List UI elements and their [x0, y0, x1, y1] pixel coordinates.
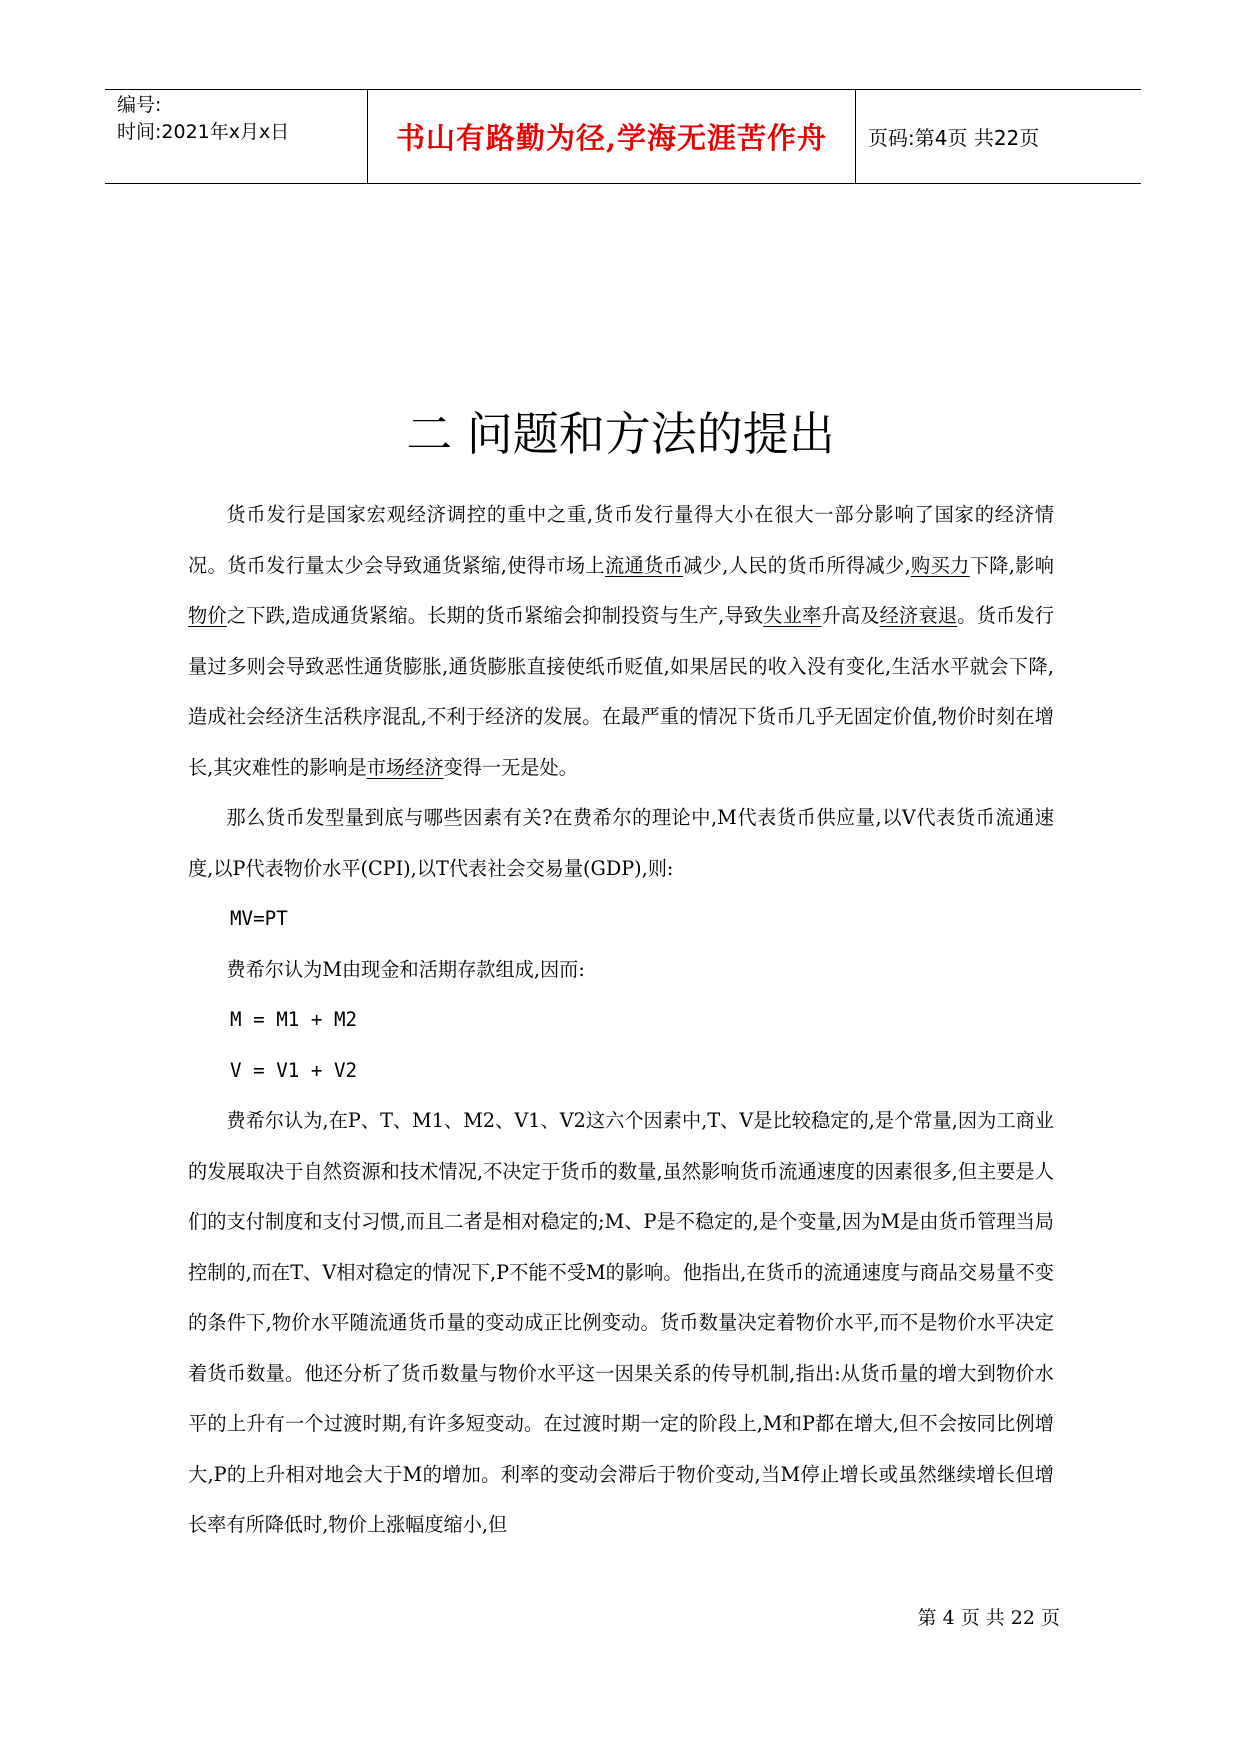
- document-body: [188, 490, 1054, 1551]
- section-title: 二 问题和方法的提出: [406, 407, 835, 461]
- paragraph-2: 那么货币发型量到底与哪些因素有关?在费希尔的理论中,M代表货币供应量,以V代表货币流通速度,以P代表物价水平(CPI),以T代表社会交易量(GDP),则:: [188, 806, 1054, 880]
- paragraph-1: [188, 490, 1054, 793]
- text-span: 减少,人民的货币所得减少,: [683, 553, 911, 577]
- text-span: 之下跌,造成通货紧缩。长期的货币紧缩会抑制投资与生产,导致: [226, 604, 764, 627]
- link-market-economy[interactable]: 市场经济: [366, 755, 444, 779]
- equation-m: M = M1 + M2: [230, 1008, 358, 1031]
- link-price[interactable]: 物价: [188, 604, 227, 627]
- text-span: 。货币发行量过多则会导致恶性通货膨胀,通货膨胀直接使纸币贬值,如果居民的收入没有变化,生活水平就会下降,造成社会经济生活秩序混乱,不利于经济的发展。在最严重的情况下货币几乎无固定价值,物价时刻在增长,其灾难性的影响是: [188, 604, 1055, 779]
- number-label: 编号:: [117, 94, 162, 116]
- equation-v: V = V1 + V2: [230, 1058, 358, 1082]
- paragraph-4: 费希尔认为,在P、T、M1、M2、V1、V2这六个因素中,T、V是比较稳定的,是个常量,因为工商业的发展取决于自然资源和技术情况,不决定于货币的数量,虽然影响货币流通速度的因素很多,但主要是人们的支付制度和支付习惯,而且二者是相对稳定的;M、P是不稳定的,是个变量,因为M是由货币管理当局控制的,而在T、V相对稳定的情况下,P不能不受M的影响。他指出,在货币的流通速度与商品交易量不变的条件下,物价水平随流通货币量的变动成正比例变动。货币数量决定着物价水平,而不是物价水平决定着货币数量。他还分析了货币数量与物价水平这一因果关系的传导机制,指出:从货币量的增大到物价水平的上升有一个过渡时期,有许多短变动。在过渡时期一定的阶段上,M和P都在增大,但不会按同比例增大,P的上升相对地会大于M的增加。利率的变动会滞后于物价变动,当M停止增长或虽然继续增长但增长率有所降低时,物价上涨幅度缩小,但: [188, 1109, 1054, 1536]
- link-unemployment-rate[interactable]: 失业率: [763, 604, 822, 627]
- header-page-cell: [856, 90, 1141, 183]
- time-label: 时间:2021年x月x日: [117, 121, 290, 143]
- link-purchasing-power[interactable]: 购买力: [910, 553, 970, 577]
- page-header: [105, 89, 1141, 184]
- link-circulating-currency[interactable]: 流通货币: [604, 553, 684, 577]
- header-motto-cell: [368, 90, 856, 183]
- text-span: 变得一无是处。: [443, 755, 578, 779]
- header-info-cell: [105, 90, 368, 183]
- text-span: 货币发行是国家宏观经济调控的重中之重,货币发行量得大小在很大一部分影响了国家的经济情况。货币发行量太少会导致通货紧缩,使得市场上: [188, 503, 1054, 577]
- paragraph-3: 费希尔认为M由现金和活期存款组成,因而:: [226, 957, 585, 981]
- link-recession[interactable]: 经济衰退: [879, 604, 958, 627]
- text-span: 下降,影响: [969, 553, 1054, 577]
- motto-text: 书山有路勤为径,学海无涯苦作舟: [395, 121, 828, 155]
- page-info: 页码:第4页 共22页: [868, 126, 1040, 150]
- page-footer: 第 4 页 共 22 页: [917, 1607, 1060, 1629]
- text-span: 升高及: [821, 604, 880, 627]
- equation-mv-pt: MV=PT: [230, 907, 288, 930]
